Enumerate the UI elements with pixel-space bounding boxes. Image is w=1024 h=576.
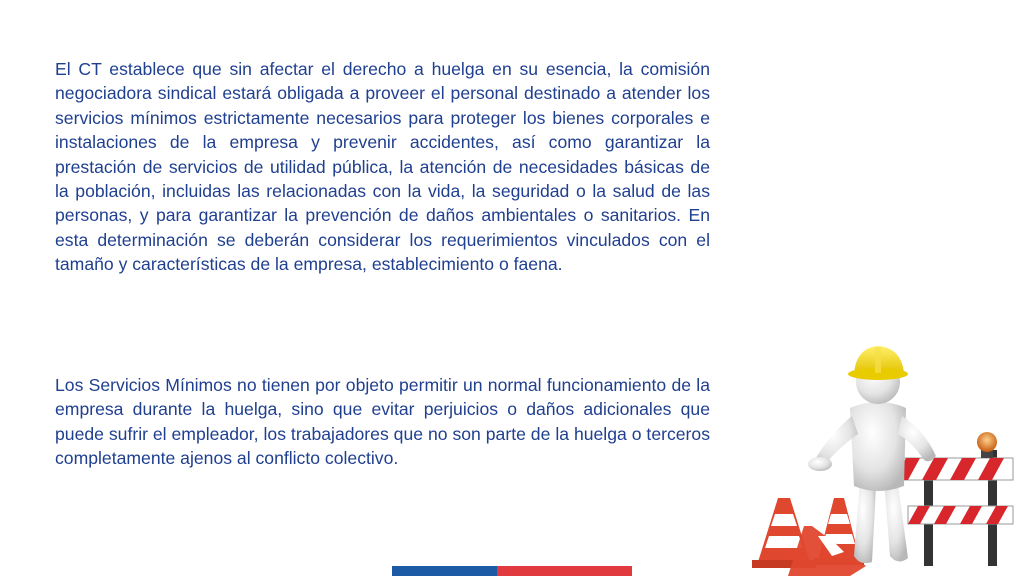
- barrier-icon: [894, 432, 1013, 566]
- body-paragraph-1: El CT establece que sin afectar el derecho a huelga en su esencia, la comisión negociadora sindical estará obligada a proveer el personal destinado a atender los servicios mínimos estrictamente necesarios para proteger los bienes corporales e instalaciones de la empresa y prevenir accidentes, así como garantizar la prestación de servicios de utilidad pública, la atención de necesidades básicas de la población, incluidas las relacionadas con la vida, la seguridad o la salud de las personas, y para garantizar la prevención de daños ambientales o sanitarios. En esta determinación se deberán considerar los requerimientos vinculados con el tamaño y características de la empresa, establecimiento o faena.: [55, 59, 710, 275]
- construction-worker-icon: [748, 330, 1024, 576]
- footer-bar-blue: [392, 566, 497, 576]
- footer-bar-red: [497, 566, 632, 576]
- body-paragraph-2: Los Servicios Mínimos no tienen por objeto permitir un normal funcionamiento de la empresa durante la huelga, sino que evitar perjuicios o daños adicionales que puede sufrir el empleador, los trabajadores que no son parte de la huelga o terceros completamente ajenos al conflicto colectivo.: [55, 375, 710, 469]
